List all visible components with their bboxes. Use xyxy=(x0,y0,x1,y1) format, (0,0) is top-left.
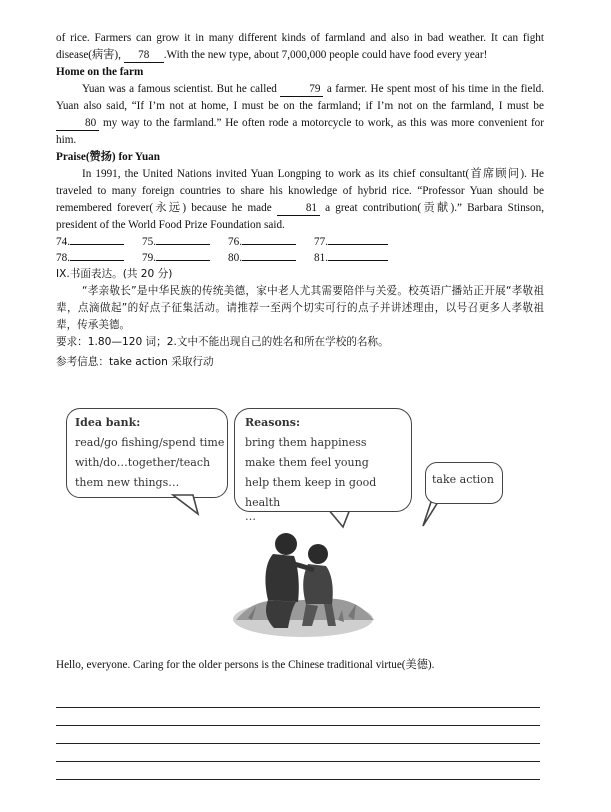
answer-number: 75. xyxy=(142,236,156,248)
idea-bank-line: read/go fishing/spend time xyxy=(75,436,225,449)
section-heading-home: Home on the farm xyxy=(56,66,144,78)
grandparent-child-illustration xyxy=(228,524,378,642)
essay-starter: Hello, everyone. Caring for the older persons is the Chinese traditional virtue(美德). xyxy=(56,659,435,671)
writing-requirements: 要求：1.80—120 词；2.文中不能出现自己的姓名和所在学校的名称。 xyxy=(56,336,389,348)
writing-area[interactable] xyxy=(56,690,540,780)
answer-row-2 xyxy=(56,250,544,266)
section-heading-praise: Praise(赞扬) for Yuan xyxy=(56,151,160,163)
take-action-bubble xyxy=(425,462,503,504)
text-run: Yuan was a famous scientist. But he called xyxy=(82,83,281,95)
text-run: my way to the farmland.” He often rode a motorcycle to work, as this was more convenient for him. xyxy=(56,117,544,146)
text-run: .With the new type, about 7,000,000 people could have food every year! xyxy=(163,49,488,61)
blank-79: 79 xyxy=(280,83,323,97)
text-run: a great contribution(贡献).” Barbara Stinson, president of the World Food Prize Foundation said. xyxy=(56,202,544,231)
answer-slot[interactable] xyxy=(56,234,131,250)
text-run: of rice. Farmers can grow it in many different kinds of farmland and also in bad weather. It can fight disease(病害), xyxy=(56,32,544,61)
answer-slot[interactable] xyxy=(142,234,217,250)
passage-paragraph-2 xyxy=(56,81,544,149)
idea-bank-line: with/do…together/teach xyxy=(75,456,211,469)
blank-81: 81 xyxy=(277,202,320,216)
answer-slot[interactable] xyxy=(228,234,303,250)
answer-row-1 xyxy=(56,234,544,250)
answer-number: 80. xyxy=(228,252,242,264)
answer-number: 74. xyxy=(56,236,70,248)
take-action-text: take action xyxy=(432,473,495,486)
answer-slot[interactable] xyxy=(314,234,389,250)
writing-line[interactable] xyxy=(56,744,540,762)
reasons-title: Reasons: xyxy=(245,416,301,429)
passage-paragraph-1 xyxy=(56,30,544,64)
reason-line: … xyxy=(245,510,256,523)
answer-slot[interactable] xyxy=(56,250,131,266)
answer-number: 79. xyxy=(142,252,156,264)
writing-line[interactable] xyxy=(56,708,540,726)
writing-section-title: IX.书面表达。(共 20 分) xyxy=(56,268,173,280)
blank-80: 80 xyxy=(56,117,99,131)
answer-number: 78. xyxy=(56,252,70,264)
answer-number: 76. xyxy=(228,236,242,248)
answer-number: 81. xyxy=(314,252,328,264)
reading-passage xyxy=(56,30,544,371)
passage-paragraph-3 xyxy=(56,166,544,234)
reason-line: bring them happiness xyxy=(245,436,367,449)
answer-slot[interactable] xyxy=(314,250,389,266)
writing-line[interactable] xyxy=(56,762,540,780)
blank-78: 78 xyxy=(124,49,164,63)
idea-bank-title: Idea bank: xyxy=(75,416,141,429)
answer-slot[interactable] xyxy=(142,250,217,266)
writing-prompt: “孝亲敬长”是中华民族的传统美德，家中老人尤其需要陪伴与关爱。校英语广播站正开展“孝敬祖辈，点滴做起”的好点子征集活动。请推荐一至两个切实可行的点子并讲述理由，以号召更多人孝敬祖辈，传承美德。 xyxy=(56,285,544,331)
reasons-bubble xyxy=(234,408,412,523)
reason-line: make them feel young xyxy=(245,456,369,469)
idea-bank-line: them new things… xyxy=(75,476,180,489)
writing-line[interactable] xyxy=(56,726,540,744)
text-run: In 1991, the United Nations invited Yuan Longping to work as its chief consultant(首席顾问). He traveled to many foreign countries to share his knowledge of hybrid rice. “Professor Yuan should be remembered forever(永远) because he made xyxy=(56,168,544,214)
reference-info: 参考信息：take action 采取行动 xyxy=(56,356,214,368)
answer-slot[interactable] xyxy=(228,250,303,266)
reason-line: help them keep in good health xyxy=(245,476,377,509)
idea-figure xyxy=(58,404,548,644)
writing-line[interactable] xyxy=(56,690,540,708)
answer-number: 77. xyxy=(314,236,328,248)
idea-bank-bubble xyxy=(66,408,228,498)
text-run: a farmer. He spent most of his time in the field. Yuan also said, “If I’m not at home, I must be on the farmland; if I’m not on the farmland, I must be xyxy=(56,83,544,112)
